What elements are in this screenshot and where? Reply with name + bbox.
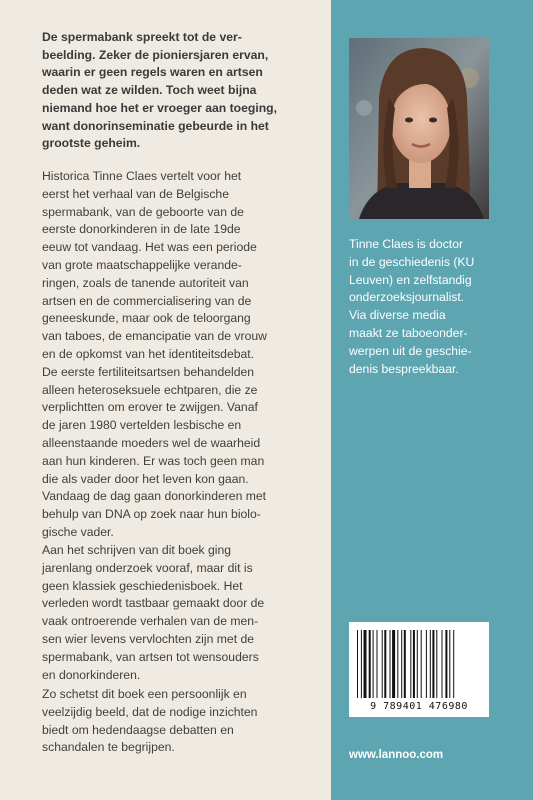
barcode-bar bbox=[390, 630, 391, 698]
barcode-bar bbox=[364, 630, 367, 698]
barcode-bar bbox=[453, 630, 454, 698]
barcode-bar bbox=[369, 630, 371, 698]
barcode-bar bbox=[404, 630, 406, 698]
barcode-bar bbox=[426, 630, 427, 698]
body-paragraph-1: Historica Tinne Claes vertelt voor het eerst het verhaal van de Belgische spermabank, van de geboorte van de eerste donorkinderen in de late 19de eeuw tot vandaag. Het was een periode van grote maatschappelijke verande- ringen, zoals de tanende autoriteit van artsen en de commercialisering van de geneeskunde, maar ook de teloorgang van taboes, de emancipatie van de vrouw en de opkomst van het identiteitsdebat. De eerste fertiliteitsartsen behandelden alleen heteroseksuele echtparen, die ze verplichtten om erover te zwijgen. Vanaf de jaren 1980 vertelden lesbische en alleenstaande moeders wel de waarheid aan hun kinderen. Er was toch geen man die als vader door het leven kon gaan. Vandaag de dag gaan donorkinderen met behulp van DNA op zoek naar hun biolo- gische vader. bbox=[42, 169, 267, 539]
body-paragraph-2: Aan het schrijven van dit boek ging jarenlang onderzoek vooraf, maar dit is geen klassiek geschiedenisboek. Het verleden wordt tastbaar gemaakt door de vaak ontroerende verhalen van de men- sen wier levens vervlochten zijn met de spermabank, van artsen tot wensouders en donorkinderen. bbox=[42, 543, 265, 682]
author-bio: Tinne Claes is doctor in de geschiedenis (KU Leuven) en zelfstandig onderzoeksjournalist. Via diverse media maakt ze taboeonder- werpen uit de geschie- denis bespreekbaar. bbox=[349, 237, 475, 376]
barcode-bar bbox=[449, 630, 450, 698]
barcode-bars bbox=[355, 630, 483, 698]
barcode-bar bbox=[373, 630, 374, 698]
isbn-number: 9 789401 476980 bbox=[370, 701, 468, 712]
barcode-bar bbox=[382, 630, 383, 698]
barcode-bar bbox=[430, 630, 431, 698]
barcode-bar bbox=[413, 630, 415, 698]
author-portrait-image bbox=[349, 38, 489, 219]
barcode-bar bbox=[397, 630, 398, 698]
barcode-bar bbox=[357, 630, 358, 698]
intro-paragraph: De spermabank spreekt tot de ver- beelding. Zeker de pioniersjaren ervan, waarin er geen regels waren en artsen deden wat ze wilden. Toch weet bijna niemand hoe het er vroeger aan toeging, want donorinseminatie gebeurde in het grootste geheim. bbox=[42, 30, 277, 151]
barcode-bar bbox=[377, 630, 378, 698]
barcode-bar bbox=[436, 630, 437, 698]
barcode-bar bbox=[401, 630, 402, 698]
barcode-bar bbox=[392, 630, 395, 698]
barcode-bar bbox=[445, 630, 447, 698]
body-paragraph-3: Zo schetst dit boek een persoonlijk en veelzijdig beeld, dat de nodige inzichten biedt om hedendaagse debatten en schandalen te begrijpen. bbox=[42, 687, 258, 755]
isbn-barcode bbox=[349, 622, 489, 717]
barcode-bar bbox=[421, 630, 422, 698]
publisher-website: www.lannoo.com bbox=[349, 749, 444, 761]
barcode-bar bbox=[432, 630, 434, 698]
barcode-bar bbox=[442, 630, 443, 698]
barcode-bar bbox=[384, 630, 386, 698]
author-photo bbox=[349, 38, 489, 219]
barcode-bar bbox=[417, 630, 418, 698]
barcode-bar bbox=[361, 630, 362, 698]
barcode-bar bbox=[410, 630, 411, 698]
